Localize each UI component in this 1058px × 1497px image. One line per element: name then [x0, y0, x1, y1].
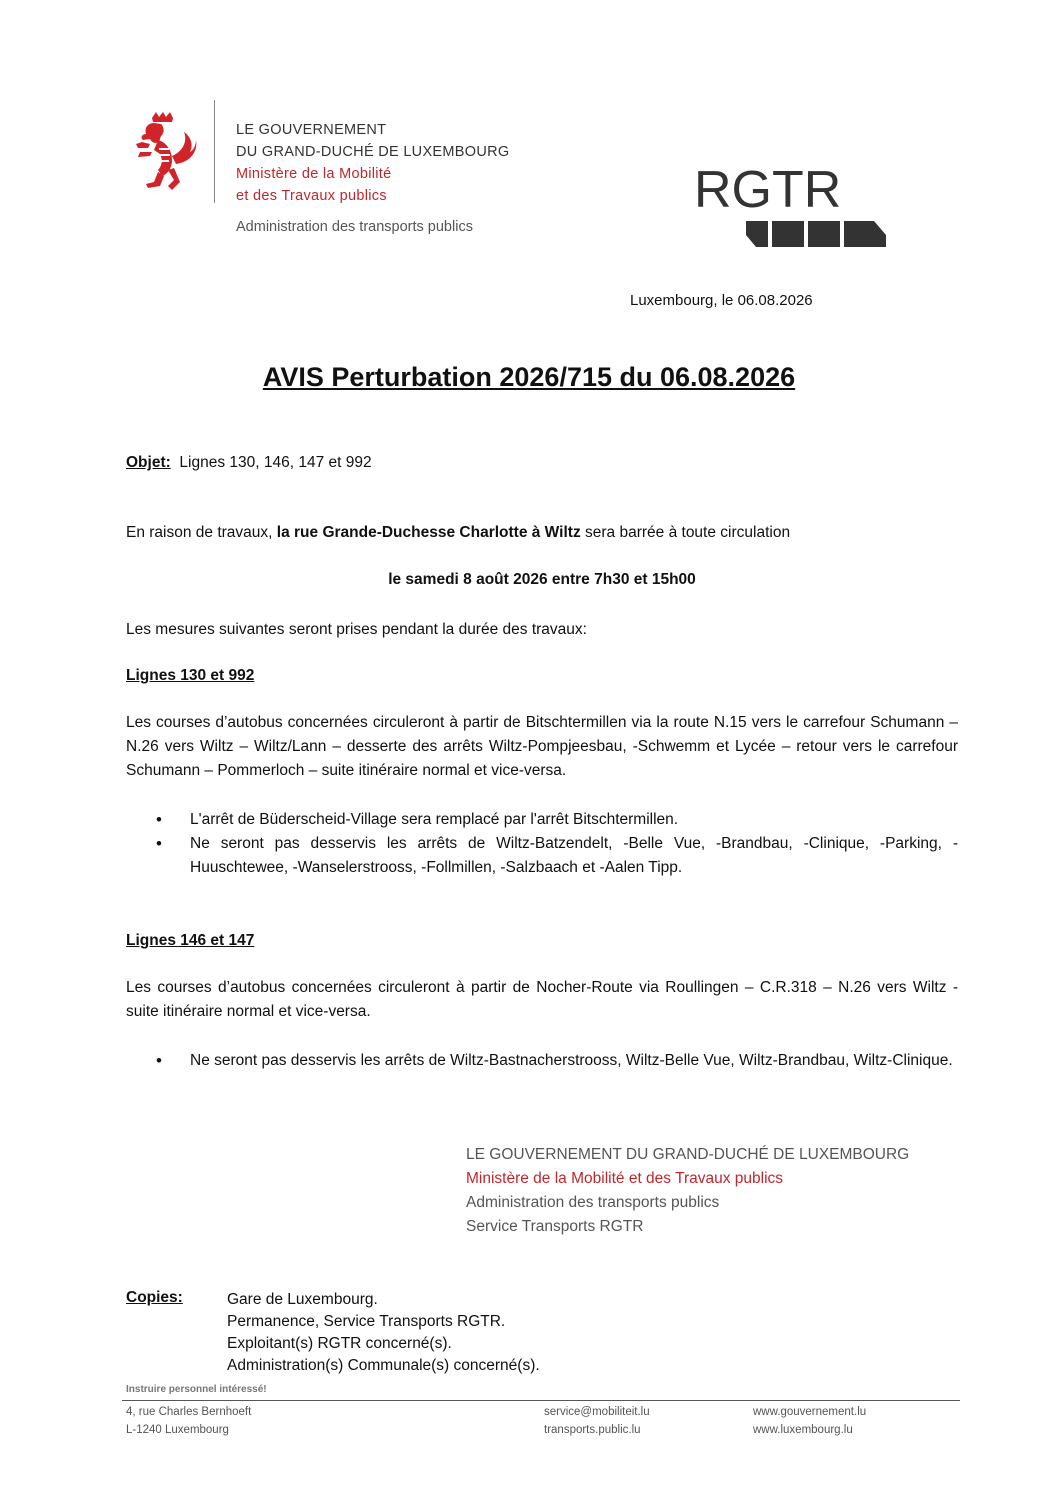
website-link[interactable]: www.gouvernement.lu: [753, 1406, 867, 1418]
instruction-note: Instruire personnel intéressé!: [126, 1384, 267, 1395]
rgtr-logo-bars-icon: [746, 221, 886, 247]
gov-line-1: LE GOUVERNEMENT: [236, 122, 387, 138]
gov-line-2: DU GRAND-DUCHÉ DE LUXEMBOURG: [236, 144, 510, 160]
document-date: Luxembourg, le 06.08.2026: [630, 292, 813, 309]
page-title-text: AVIS Perturbation 2026/715 du 06.08.2026: [262, 362, 796, 392]
list-item: Gare de Luxembourg.: [227, 1291, 378, 1308]
intro-part-2: sera barrée à toute circulation: [580, 524, 791, 541]
intro-bold: la rue Grande-Duchesse Charlotte à Wiltz: [276, 524, 581, 541]
section-1-list: [156, 808, 958, 880]
objet-text: Lignes 130, 146, 147 et 992: [179, 454, 372, 471]
footer-address: [126, 1403, 251, 1439]
address-line-1: 4, rue Charles Bernhoeft: [126, 1406, 252, 1418]
page-title: [0, 362, 1058, 393]
list-item: • Ne seront pas desservis les arrêts de Wiltz-Bastnacherstrooss, Wiltz-Belle Vue, Wiltz-Brandbau, Wiltz-Clinique.: [156, 1049, 958, 1073]
administration-name: Administration des transports publics: [236, 219, 473, 235]
signature-line-1: LE GOUVERNEMENT DU GRAND-DUCHÉ DE LUXEMBOURG: [466, 1146, 910, 1163]
copies-label: Copies:: [126, 1289, 183, 1306]
email-link[interactable]: service@mobiliteit.lu: [544, 1406, 650, 1418]
signature-line-3: Administration des transports publics: [466, 1194, 720, 1211]
signature-line-2: Ministère de la Mobilité et des Travaux publics: [466, 1170, 784, 1187]
ministry-line-1: Ministère de la Mobilité: [236, 166, 392, 182]
signature-block: [466, 1143, 909, 1239]
objet-line: [126, 451, 958, 475]
header-divider: [214, 100, 215, 203]
footer-contact: [544, 1403, 650, 1439]
website-link[interactable]: transports.public.lu: [544, 1424, 641, 1436]
address-line-2: L-1240 Luxembourg: [126, 1424, 229, 1436]
section-1-heading: Lignes 130 et 992: [126, 667, 255, 684]
rgtr-logo: RGTR: [694, 161, 842, 219]
list-item: Exploitant(s) RGTR concerné(s).: [227, 1335, 452, 1352]
section-2-heading: Lignes 146 et 147: [126, 932, 255, 949]
signature-line-4: Service Transports RGTR: [466, 1218, 644, 1235]
website-link[interactable]: www.luxembourg.lu: [753, 1424, 853, 1436]
section-1-text: Les courses d’autobus concernées circuleront à partir de Bitschtermillen via la route N.15 vers le carrefour Schumann – N.26 vers Wiltz – Wiltz/Lann – desserte des arrêts Wiltz-Pompjeesbau, -Schwemm et Lycée – retour vers le carrefour Schumann – Pommerloch – suite itinéraire normal et vice-versa.: [126, 714, 958, 779]
list-item: • L'arrêt de Büderscheid-Village sera remplacé par l'arrêt Bitschtermillen.: [156, 808, 958, 832]
lion-coat-of-arms-icon: [128, 112, 198, 192]
closure-date: le samedi 8 août 2026 entre 7h30 et 15h00: [388, 571, 696, 588]
section-2-list: [156, 1049, 958, 1073]
footer-web: [753, 1403, 866, 1439]
intro-part-1: En raison de travaux,: [126, 524, 277, 541]
objet-label: Objet:: [126, 454, 171, 471]
ministry-line-2: et des Travaux publics: [236, 188, 387, 204]
intro-paragraph: [126, 521, 958, 545]
section-2-text: Les courses d’autobus concernées circuleront à partir de Nocher-Route via Roullingen – C.R.318 – N.26 vers Wiltz - suite itinéraire normal et vice-versa.: [126, 979, 958, 1020]
footer-divider: [122, 1400, 960, 1401]
government-name: [236, 119, 509, 207]
list-item: Administration(s) Communale(s) concerné(s).: [227, 1357, 540, 1374]
measures-intro: Les mesures suivantes seront prises pendant la durée des travaux:: [126, 621, 587, 638]
list-item: Permanence, Service Transports RGTR.: [227, 1313, 506, 1330]
copies-list: [227, 1289, 540, 1377]
list-item: • Ne seront pas desservis les arrêts de Wiltz-Batzendelt, -Belle Vue, -Brandbau, -Clinique, -Parking, -Huuschtewee, -Wanselerstrooss, -Follmillen, -Salzbaach et -Aalen Tipp.: [156, 832, 958, 880]
